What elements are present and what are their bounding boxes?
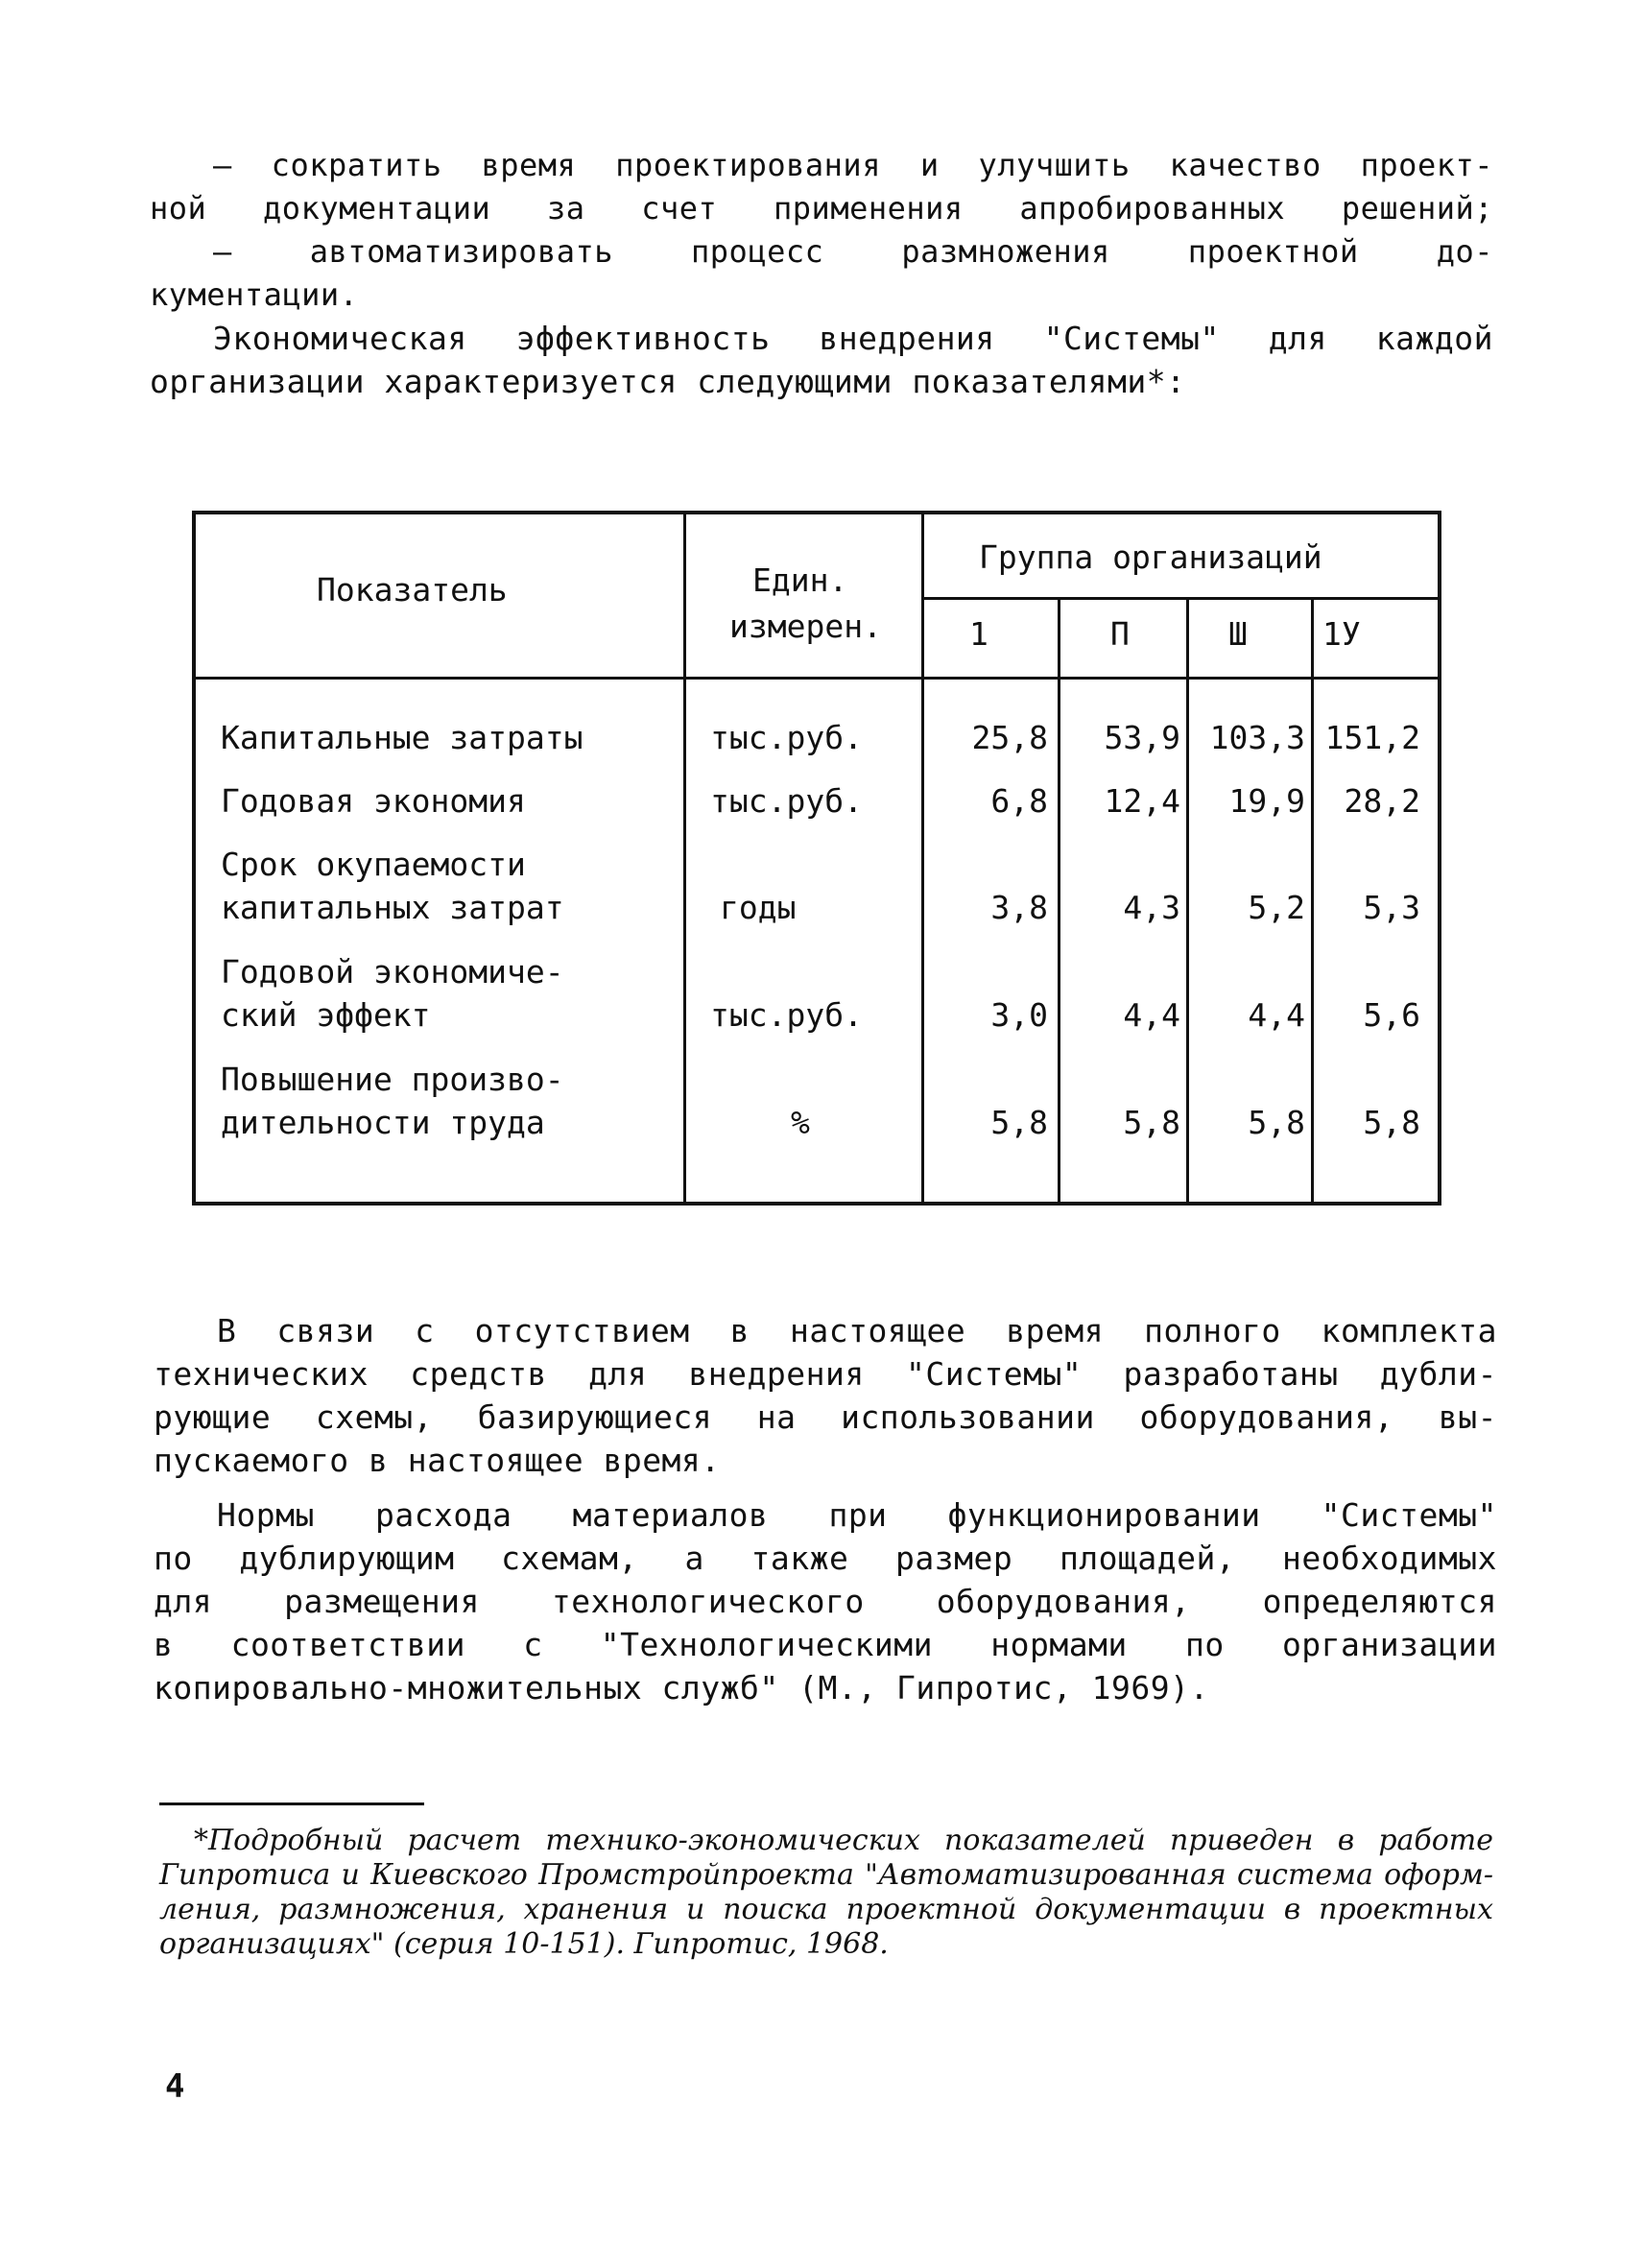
table-cell: 6,8 [990,782,1048,820]
text-line: пускаемого в настоящее время. [154,1442,721,1479]
text-line: технических средств для внедрения "Системы" разработаны дубли- [154,1355,1497,1393]
table-cell: 3,0 [990,996,1048,1034]
header-group-title: Группа организаций [979,538,1322,576]
header-unit: измерен. [729,608,882,645]
indicators-table [192,511,1441,1206]
text-line: по дублирующим схемам, а также размер площадей, необходимых [154,1540,1497,1577]
header-group: Ш [1228,615,1248,653]
table-cell: 12,4 [1104,782,1180,820]
table-cell: 4,4 [1123,996,1180,1034]
table-cell: 28,2 [1344,782,1420,820]
table-cell: 5,8 [990,1104,1048,1141]
text-line: Экономическая эффективность внедрения "Системы" для каждой [213,320,1493,357]
text-line: для размещения технологического оборудования, определяются [154,1583,1497,1620]
header-indicator: Показатель [317,571,508,609]
text-line: организации характеризуется следующими показателями*: [150,363,1186,400]
text-line: ной документации за счет применения апробированных решений; [150,190,1493,227]
table-cell: 4,3 [1123,889,1180,926]
table-cell: 19,9 [1228,782,1305,820]
text-line: рующие схемы, базирующиеся на использовании оборудования, вы- [154,1398,1497,1436]
text-line: в соответствии с "Технологическими нормами по организации [154,1626,1497,1663]
table-cell: 5,6 [1363,996,1420,1034]
text-line: кументации. [150,276,359,313]
table-cell: 4,4 [1248,996,1305,1034]
intro-paragraph [150,144,1493,317]
footnote-line: организациях" (серия 10-151). Гипротис, 1968. [159,1927,889,1961]
table-cell: 5,8 [1363,1104,1420,1141]
effect-intro-paragraph [150,317,1493,403]
row-unit: годы [720,889,797,926]
row-label: капитальных затрат [221,889,564,926]
page-number: 4 [165,2067,185,2106]
table-cell: 5,2 [1248,889,1305,926]
row-label: ский эффект [221,996,431,1034]
footnote-rule [159,1802,424,1805]
text-line: – автоматизировать процесс размножения проектной до- [213,233,1493,270]
duplicate-schemes-paragraph [154,1309,1497,1482]
text-line: В связи с отсутствием в настоящее время полного комплекта [217,1312,1497,1349]
text-line: копировально-множительных служб" (М., Гипротис, 1969). [154,1669,1209,1707]
row-label: Годовой экономиче- [221,953,564,991]
header-group: 1У [1322,615,1361,653]
table-cell: 5,8 [1123,1104,1180,1141]
footnote-line: Гипротиса и Киевского Промстройпроекта "Автоматизированная система оформ- [159,1858,1493,1892]
footnote [159,1824,1493,1962]
footnote-line: *Подробный расчет технико-экономических показателей приведен в работе [194,1824,1493,1857]
table-cell: 5,3 [1363,889,1420,926]
norms-paragraph [154,1493,1497,1709]
row-label: Повышение произво- [221,1061,564,1098]
row-label: Срок окупаемости [221,846,526,883]
row-unit: тыс.руб. [710,782,863,820]
table-header-rule [196,677,1438,680]
table-cell: 5,8 [1248,1104,1305,1141]
table-cell: 25,8 [971,719,1048,756]
row-unit: тыс.руб. [710,719,863,756]
row-unit: % [791,1104,810,1141]
row-unit: тыс.руб. [710,996,863,1034]
table-cell: 103,3 [1209,719,1305,756]
text-line: – сократить время проектирования и улучшить качество проект- [213,147,1493,183]
row-label: дительности труда [221,1104,545,1141]
row-label: Годовая экономия [221,782,526,820]
table-divider [683,514,686,1202]
table-divider [921,514,924,1202]
table-divider [921,597,1438,600]
table-cell: 151,2 [1324,719,1420,756]
text-line: Нормы расхода материалов при функционировании "Системы" [217,1496,1497,1534]
table-cell: 3,8 [990,889,1048,926]
header-unit: Един. [752,561,848,599]
header-group: 1 [969,615,988,653]
footnote-line: ления, размножения, хранения и поиска проектной документации в проектных [159,1893,1493,1926]
table-cell: 53,9 [1104,719,1180,756]
header-group: П [1110,615,1130,653]
row-label: Капитальные затраты [221,719,583,756]
